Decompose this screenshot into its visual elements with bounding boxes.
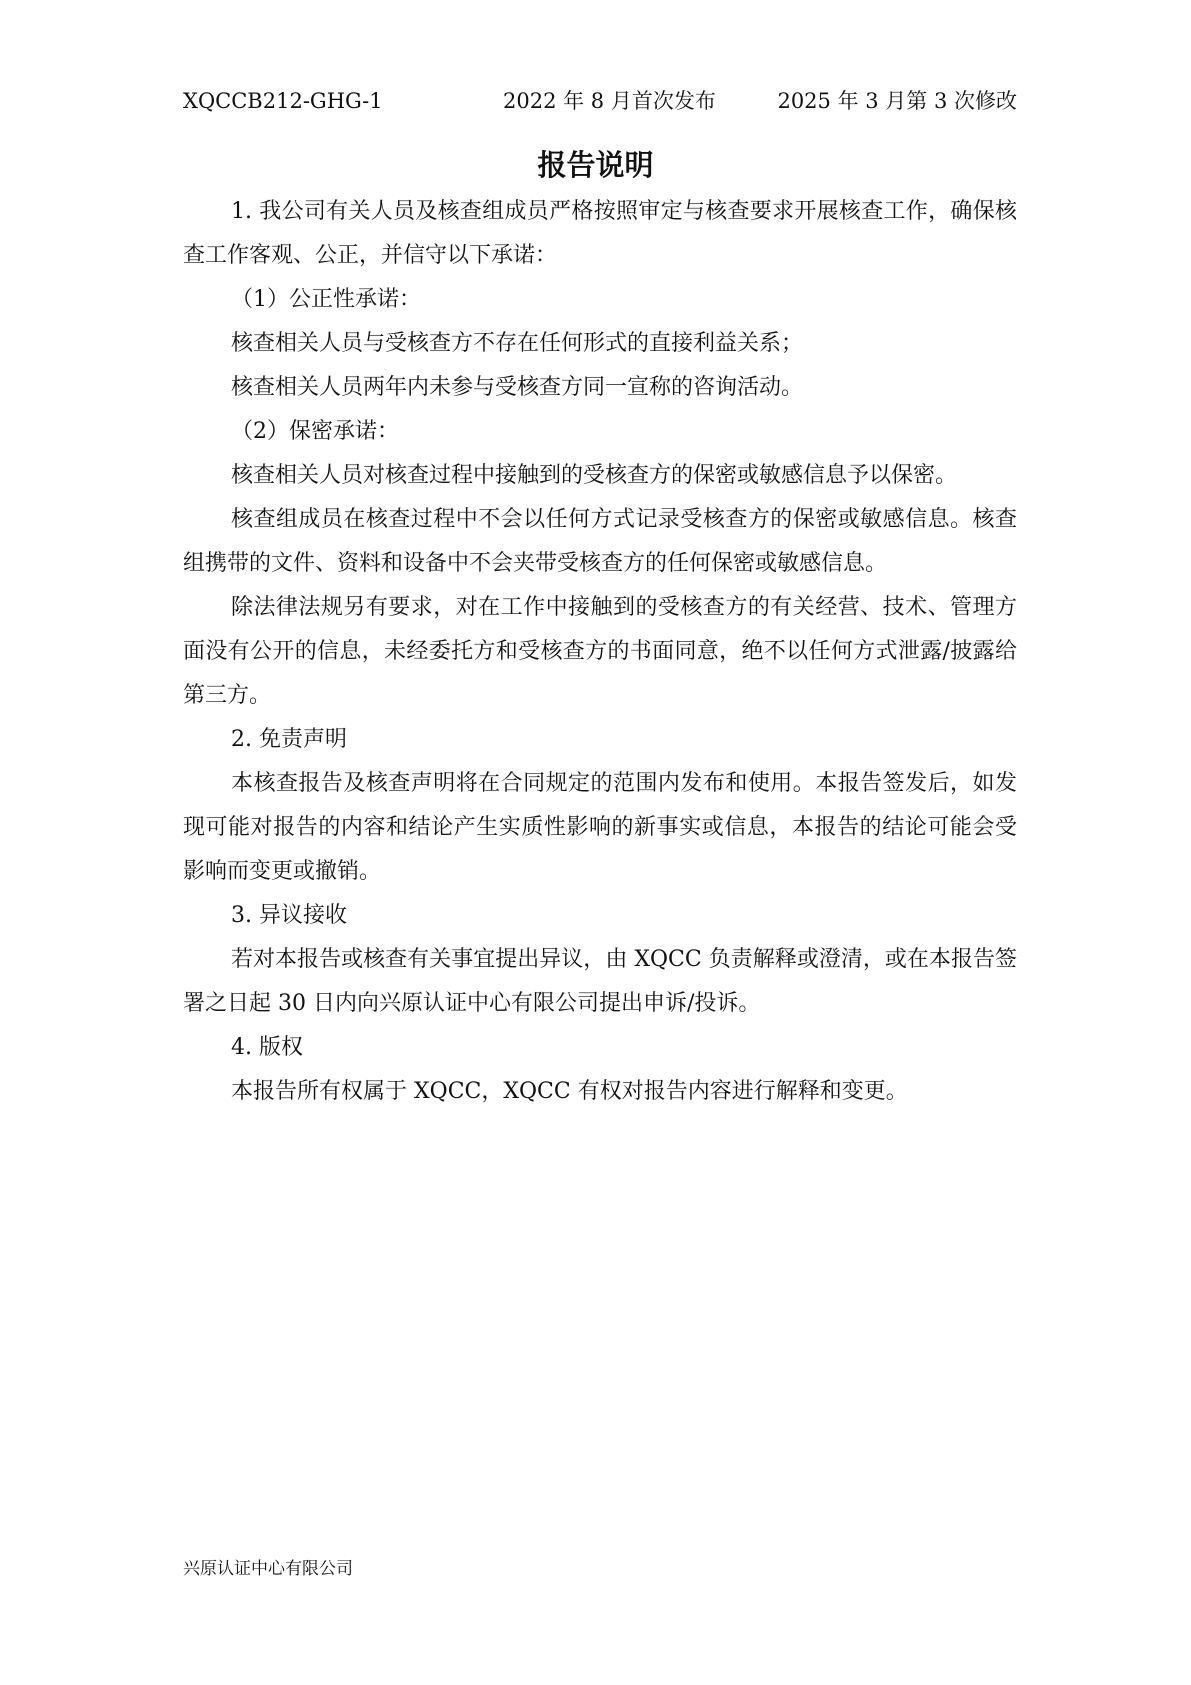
confidentiality-item-1: 核查相关人员对核查过程中接触到的受核查方的保密或敏感信息予以保密。 — [231, 463, 958, 488]
page-title: 报告说明 — [537, 148, 654, 182]
confidentiality-heading: （2）保密承诺： — [231, 419, 399, 444]
objection-heading: 3. 异议接收 — [231, 903, 347, 928]
disclaimer-paragraph: 本核查报告及核查声明将在合同规定的范围内发布和使用。本报告签发后，如发现可能对报告的内容和结论产生实质性影响的新事实或信息，本报告的结论可能会受影响而变更或撤销。 — [183, 771, 1017, 884]
impartiality-heading: （1）公正性承诺： — [231, 287, 421, 312]
confidentiality-item-3: 除法律法规另有要求，对在工作中接触到的受核查方的有关经营、技术、管理方面没有公开的信息，未经委托方和受核查方的书面同意，绝不以任何方式泄露/披露给第三方。 — [183, 595, 1017, 708]
copyright-paragraph: 本报告所有权属于 XQCC，XQCC 有权对报告内容进行解释和变更。 — [231, 1079, 908, 1104]
report-body — [183, 190, 1017, 1114]
document-header — [183, 84, 1017, 118]
first-issue-date: 2022 年 8 月首次发布 — [503, 89, 716, 113]
confidentiality-item-2: 核查组成员在核查过程中不会以任何方式记录受核查方的保密或敏感信息。核查组携带的文件、资料和设备中不会夹带受核查方的任何保密或敏感信息。 — [183, 507, 1017, 576]
copyright-heading: 4. 版权 — [231, 1035, 303, 1060]
disclaimer-heading: 2. 免责声明 — [231, 727, 347, 752]
commitment-intro-paragraph: 1. 我公司有关人员及核查组成员严格按照审定与核查要求开展核查工作，确保核查工作客观、公正，并信守以下承诺： — [183, 199, 1017, 268]
impartiality-item-1: 核查相关人员与受核查方不存在任何形式的直接利益关系； — [231, 331, 804, 356]
document-code: XQCCB212-GHG-1 — [183, 89, 383, 113]
impartiality-item-2: 核查相关人员两年内未参与受核查方同一宣称的咨询活动。 — [231, 375, 804, 400]
objection-paragraph: 若对本报告或核查有关事宜提出异议，由 XQCC 负责解释或澄清，或在本报告签署之日起 30 日内向兴原认证中心有限公司提出申诉/投诉。 — [183, 947, 1017, 1016]
revision-note: 2025 年 3 月第 3 次修改 — [777, 89, 1017, 113]
company-footer: 兴原认证中心有限公司 — [183, 1559, 353, 1579]
